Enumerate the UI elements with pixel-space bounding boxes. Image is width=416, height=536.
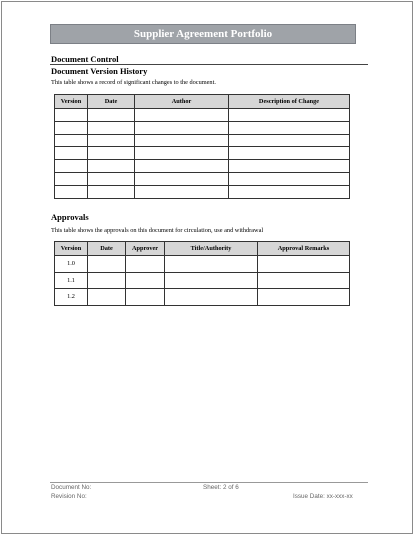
footer-sheet-number: Sheet: 2 of 6 [203, 484, 239, 491]
table-cell[interactable] [258, 272, 350, 289]
table-cell[interactable] [88, 256, 126, 273]
table-cell[interactable] [165, 256, 258, 273]
approvals-heading: Approvals [51, 212, 89, 222]
document-control-heading: Document Control [51, 54, 119, 64]
table-cell[interactable] [165, 272, 258, 289]
table-cell[interactable] [135, 147, 229, 160]
table-row [55, 185, 350, 198]
column-header-date: Date [88, 242, 126, 256]
table-row [55, 272, 350, 289]
table-row [55, 121, 350, 134]
table-cell[interactable] [135, 172, 229, 185]
table-cell[interactable] [135, 185, 229, 198]
table-cell[interactable] [55, 121, 88, 134]
column-header-version: Version [55, 95, 88, 109]
table-cell[interactable] [229, 172, 350, 185]
table-cell[interactable] [258, 256, 350, 273]
table-cell[interactable] [258, 289, 350, 306]
table-cell[interactable] [135, 134, 229, 147]
table-cell-version: 1.2 [55, 289, 88, 306]
column-header-title-authority: Title/Authority [165, 242, 258, 256]
table-cell[interactable] [229, 109, 350, 122]
table-cell[interactable] [165, 289, 258, 306]
table-cell[interactable] [135, 160, 229, 173]
footer-revision-no: Revision No: [51, 493, 87, 500]
table-cell[interactable] [55, 185, 88, 198]
version-history-heading: Document Version History [51, 66, 148, 76]
approvals-description: This table shows the approvals on this document for circulation, use and withdrawal [51, 227, 264, 234]
column-header-author: Author [135, 95, 229, 109]
table-cell[interactable] [55, 172, 88, 185]
footer-issue-date: Issue Date: xx-xxx-xx [293, 493, 353, 500]
approvals-table [54, 241, 350, 306]
table-cell-version: 1.0 [55, 256, 88, 273]
column-header-version: Version [55, 242, 88, 256]
table-cell[interactable] [55, 109, 88, 122]
table-cell[interactable] [229, 160, 350, 173]
table-cell[interactable] [229, 147, 350, 160]
table-cell[interactable] [88, 289, 126, 306]
table-cell[interactable] [55, 134, 88, 147]
table-row [55, 256, 350, 273]
table-row [55, 147, 350, 160]
approvals-table-header-row [55, 242, 350, 256]
table-cell[interactable] [88, 172, 135, 185]
table-cell[interactable] [88, 272, 126, 289]
footer-divider [50, 482, 368, 483]
table-cell[interactable] [229, 185, 350, 198]
table-cell[interactable] [55, 147, 88, 160]
table-cell[interactable] [55, 160, 88, 173]
table-cell[interactable] [135, 121, 229, 134]
table-cell[interactable] [88, 121, 135, 134]
table-cell[interactable] [126, 272, 165, 289]
version-history-table [54, 94, 350, 199]
table-cell[interactable] [135, 109, 229, 122]
column-header-description: Description of Change [229, 95, 350, 109]
version-history-description: This table shows a record of significant changes to the document. [51, 79, 216, 86]
table-cell[interactable] [229, 121, 350, 134]
table-cell[interactable] [88, 134, 135, 147]
column-header-date: Date [88, 95, 135, 109]
version-table-header-row [55, 95, 350, 109]
table-row [55, 289, 350, 306]
document-title-banner: Supplier Agreement Portfolio [50, 24, 356, 44]
table-row [55, 172, 350, 185]
table-row [55, 109, 350, 122]
table-cell-version: 1.1 [55, 272, 88, 289]
table-row [55, 134, 350, 147]
table-cell[interactable] [126, 289, 165, 306]
table-cell[interactable] [88, 147, 135, 160]
column-header-approver: Approver [126, 242, 165, 256]
table-cell[interactable] [126, 256, 165, 273]
section-divider [50, 64, 368, 65]
table-cell[interactable] [88, 109, 135, 122]
table-cell[interactable] [229, 134, 350, 147]
table-cell[interactable] [88, 160, 135, 173]
table-cell[interactable] [88, 185, 135, 198]
footer-document-no: Document No: [51, 484, 92, 491]
table-row [55, 160, 350, 173]
column-header-approval-remarks: Approval Remarks [258, 242, 350, 256]
